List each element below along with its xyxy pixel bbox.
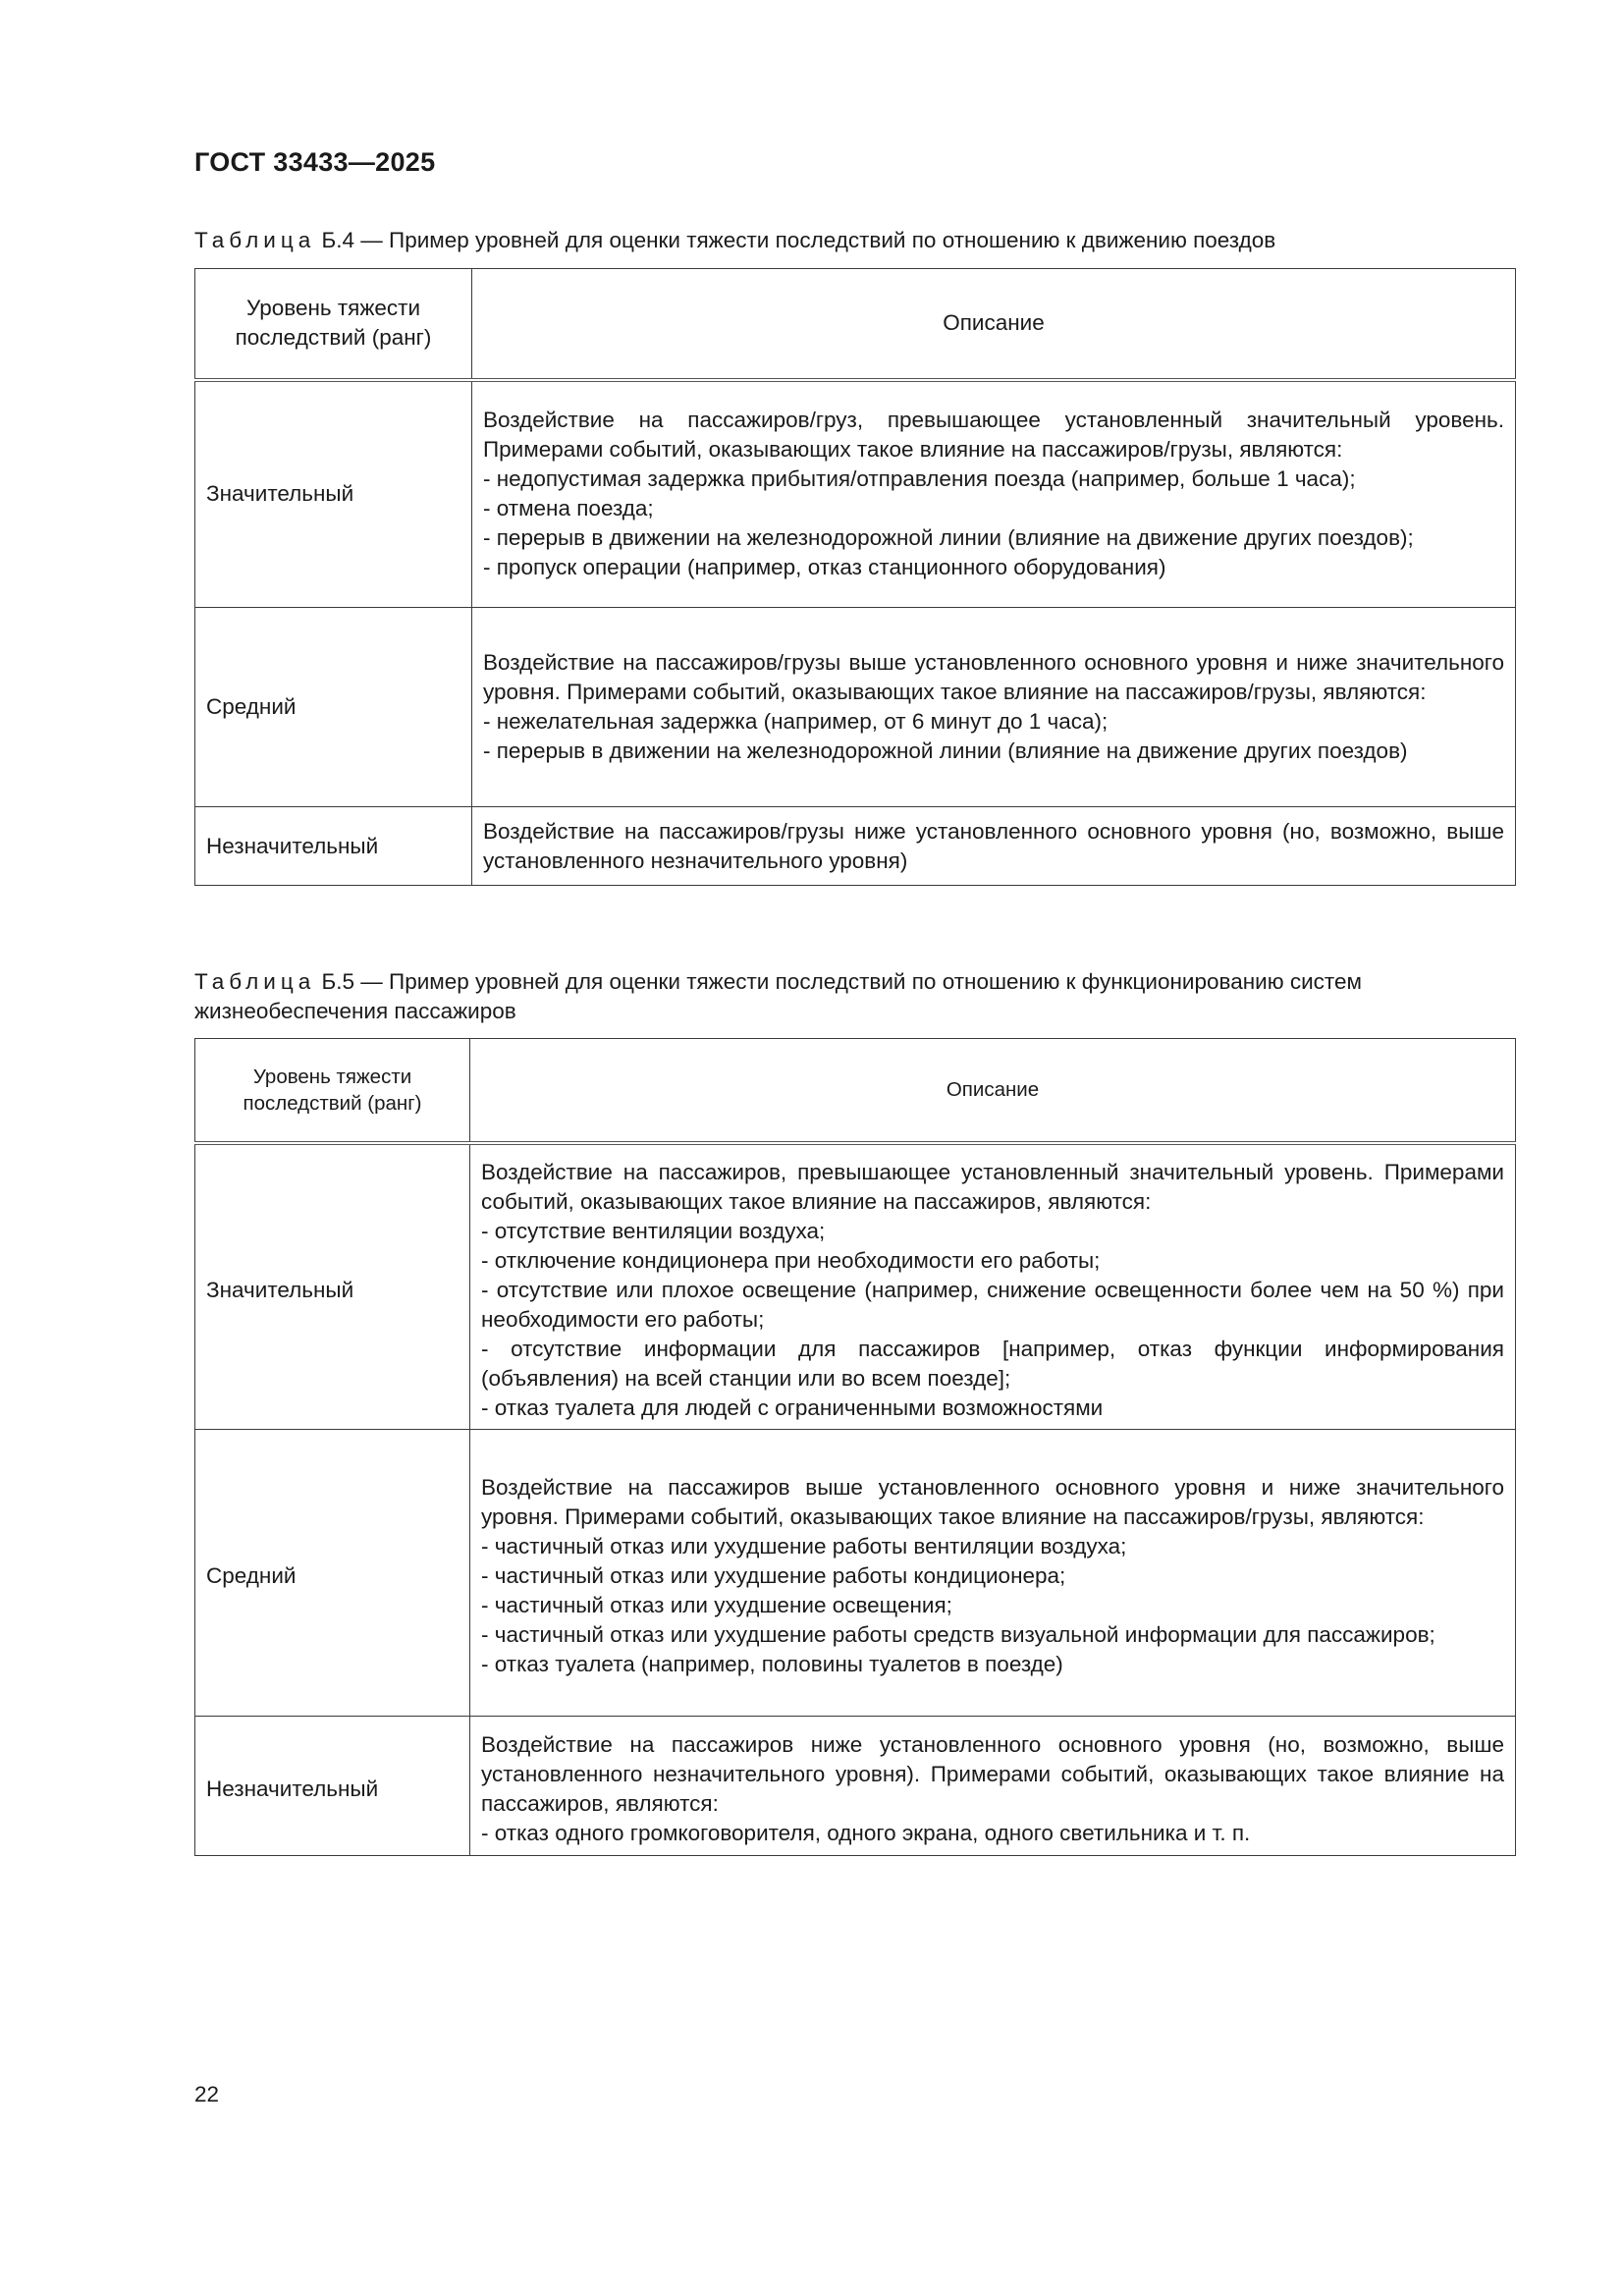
header-description: Описание: [472, 269, 1516, 380]
description-line: - отсутствие вентиляции воздуха;: [481, 1218, 826, 1243]
description-line: Воздействие на пассажиров ниже установленного основного уровня (но, возможно, выше установленного незначительного уровня). Примерами событий, оказывающих такое влияние на пассажиров, являются:: [481, 1732, 1504, 1816]
description-line: - отмена поезда;: [483, 496, 654, 521]
level-cell: Значительный: [195, 380, 472, 608]
table-row: [195, 807, 1516, 886]
level-cell: Незначительный: [195, 1717, 470, 1856]
caption-text: Б.5 — Пример уровней для оценки тяжести последствий по отношению к функционированию систем жизнеобеспечения пассажиров: [194, 969, 1362, 1023]
description-line: - пропуск операции (например, отказ станционного оборудования): [483, 555, 1166, 580]
description-cell: [470, 1717, 1516, 1856]
table-row: [195, 608, 1516, 807]
description-line: Воздействие на пассажиров, превышающее установленный значительный уровень. Примерами событий, оказывающих такое влияние на пассажиров, являются:: [481, 1159, 1504, 1214]
table-b4-caption: [194, 226, 1516, 255]
description-cell: [472, 807, 1516, 886]
description-cell: [470, 1430, 1516, 1717]
header-level: Уровень тяжести последствий (ранг): [195, 269, 472, 380]
header-description: Описание: [470, 1039, 1516, 1143]
document-code: ГОСТ 33433—2025: [194, 147, 436, 177]
description-line: - недопустимая задержка прибытия/отправления поезда (например, больше 1 часа);: [483, 466, 1356, 492]
description-line: - отказ туалета (например, половины туалетов в поезде): [481, 1652, 1063, 1676]
description-line: Воздействие на пассажиров/грузы выше установленного основного уровня и ниже значительного уровня. Примерами событий, оказывающих такое влияние на пассажиров/грузы, являются:: [483, 650, 1504, 704]
description-line: - перерыв в движении на железнодорожной линии (влияние на движение других поездов);: [483, 525, 1414, 551]
header-level: Уровень тяжести последствий (ранг): [195, 1039, 470, 1143]
description-line: - отсутствие или плохое освещение (например, снижение освещенности более чем на 50 %) при необходимости его работы;: [481, 1277, 1504, 1332]
table-b4: [194, 268, 1516, 886]
caption-label: Таблица: [194, 228, 316, 252]
description-line: Воздействие на пассажиров выше установленного основного уровня и ниже значительного уровня. Примерами событий, оказывающих такое влияние на пассажиров/грузы, являются:: [481, 1475, 1504, 1529]
description-cell: [472, 380, 1516, 608]
description-line: Воздействие на пассажиров/груз, превышающее установленный значительный уровень. Примерами событий, оказывающих такое влияние на пассажиров/грузы, являются:: [483, 408, 1504, 463]
table-b5: [194, 1038, 1516, 1856]
page-number: 22: [194, 2082, 220, 2106]
description-line: - частичный отказ или ухудшение работы кондиционера;: [481, 1563, 1066, 1588]
table-row: [195, 380, 1516, 608]
description-line: - частичный отказ или ухудшение работы средств визуальной информации для пассажиров;: [481, 1622, 1435, 1647]
description-line: - нежелательная задержка (например, от 6 минут до 1 часа);: [483, 709, 1109, 734]
description-line: - отказ одного громкоговорителя, одного экрана, одного светильника и т. п.: [481, 1821, 1251, 1845]
level-cell: Средний: [195, 1430, 470, 1717]
description-line: - отключение кондиционера при необходимости его работы;: [481, 1247, 1101, 1273]
caption-label: Таблица: [194, 969, 316, 994]
description-cell: [472, 608, 1516, 807]
description-cell: [470, 1143, 1516, 1430]
caption-text: Б.4 — Пример уровней для оценки тяжести последствий по отношению к движению поездов: [315, 228, 1276, 252]
description-line: - частичный отказ или ухудшение освещения;: [481, 1593, 952, 1617]
description-line: - отсутствие информации для пассажиров [например, отказ функции информирования (объявления) на всей станции или во всем поезде];: [481, 1336, 1504, 1391]
table-row: [195, 1430, 1516, 1717]
description-line: - отказ туалета для людей с ограниченными возможностями: [481, 1394, 1104, 1420]
level-cell: Значительный: [195, 1143, 470, 1430]
level-cell: Средний: [195, 608, 472, 807]
table-row: [195, 1143, 1516, 1430]
table-row: [195, 1717, 1516, 1856]
level-cell: Незначительный: [195, 807, 472, 886]
description-line: - частичный отказ или ухудшение работы вентиляции воздуха;: [481, 1534, 1127, 1558]
description-line: - перерыв в движении на железнодорожной линии (влияние на движение других поездов): [483, 738, 1408, 763]
description-line: Воздействие на пассажиров/грузы ниже установленного основного уровня (но, возможно, выше установленного незначительного уровня): [483, 818, 1504, 873]
table-b5-caption: [194, 967, 1516, 1026]
